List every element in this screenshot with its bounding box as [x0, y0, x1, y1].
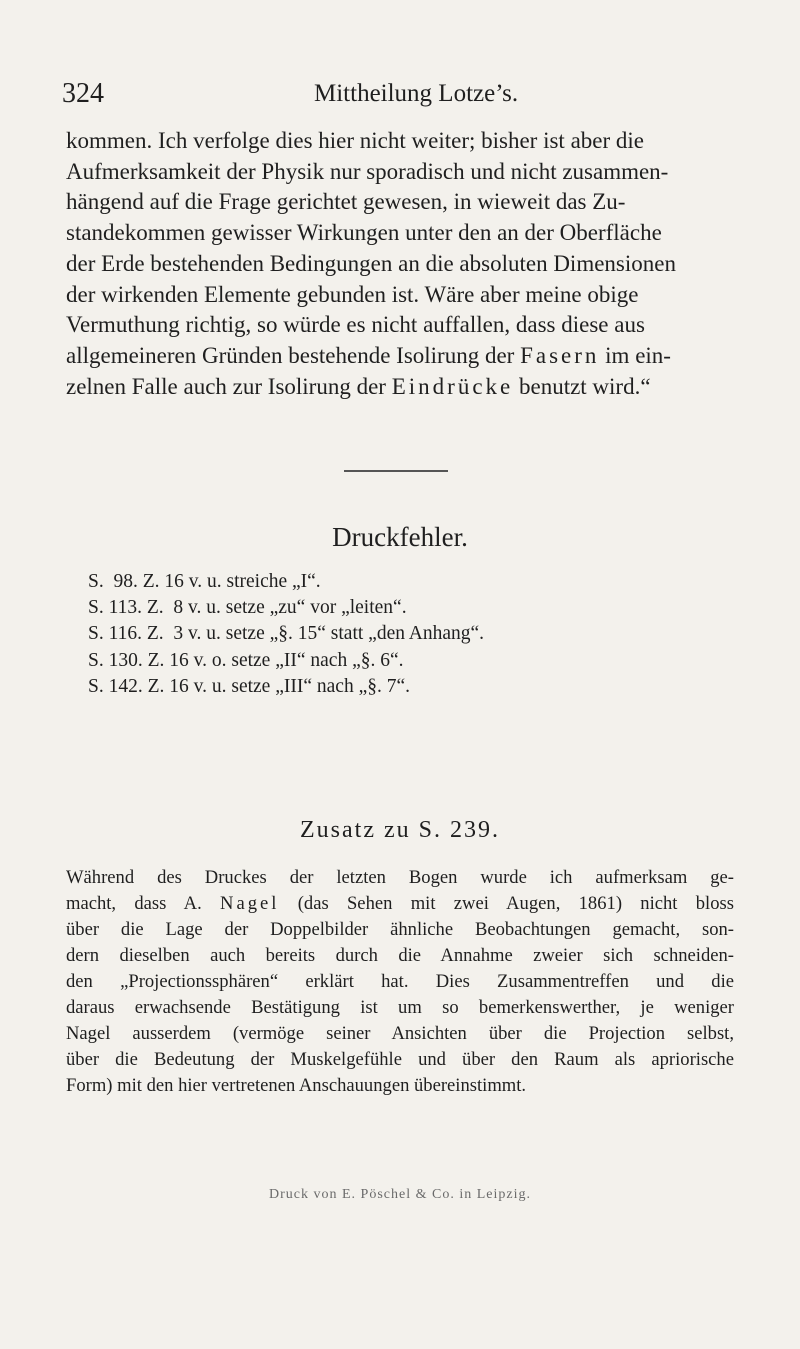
text-line: den „Projectionssphären“ erklärt hat. Dies Zusammentreffen und die [66, 971, 734, 992]
emphasis-nagel: Nagel [220, 893, 280, 914]
text-line: standekommen gewisser Wirkungen unter den an der Oberfläche [66, 220, 662, 246]
errata-item: S. 142. Z. 16 v. u. setze „III“ nach „§. 7“. [88, 675, 410, 697]
text-line: der wirkenden Elemente gebunden ist. Wäre aber meine obige [66, 281, 639, 307]
text-run: im ein- [599, 342, 671, 368]
text-line: dern dieselben auch bereits durch die Annahme zweier sich schneiden- [66, 945, 734, 966]
text-line: über die Lage der Doppelbilder ähnliche Beobachtungen gemacht, son- [66, 919, 734, 940]
text-line: über die Bedeutung der Muskelgefühle und über den Raum als apriorische [66, 1049, 734, 1070]
errata-item: S. 116. Z. 3 v. u. setze „§. 15“ statt „den Anhang“. [88, 623, 485, 645]
text-line [66, 891, 734, 917]
errata-item: S. 113. Z. 8 v. u. setze „zu“ vor „leiten“. [88, 597, 407, 619]
errata-list [88, 569, 484, 700]
addendum-paragraph [66, 865, 734, 1099]
text-line [66, 341, 738, 372]
text-line: Während des Druckes der letzten Bogen wurde ich aufmerksam ge- [66, 867, 734, 888]
text-run: macht, dass A. [66, 893, 221, 914]
emphasis-fasern: Fasern [520, 342, 600, 368]
text-line: Aufmerksamkeit der Physik nur sporadisch und nicht zusammen- [66, 158, 669, 184]
section-divider [344, 470, 448, 472]
page-header [62, 78, 742, 114]
page-number: 324 [62, 78, 104, 109]
text-run: benutzt wird.“ [513, 373, 651, 399]
addendum-heading: Zusatz zu S. 239. [300, 817, 500, 843]
errata-item: S. 130. Z. 16 v. o. setze „II“ nach „§. 6“. [88, 649, 404, 671]
text-line: hängend auf die Frage gerichtet gewesen, in wieweit das Zu- [66, 189, 626, 215]
errata-item: S. 98. Z. 16 v. u. streiche „I“. [88, 571, 321, 592]
running-head: Mittheilung Lotze’s. [314, 80, 519, 107]
main-paragraph [66, 126, 738, 402]
text-line: daraus erwachsende Bestätigung ist um so bemerkenswerther, je weniger [66, 997, 734, 1018]
text-line [66, 372, 738, 403]
text-run: (das Sehen mit zwei Augen, 1861) nicht bloss [279, 893, 734, 914]
text-run: zelnen Falle auch zur Isolirung der [66, 373, 392, 399]
text-line: der Erde bestehenden Bedingungen an die absoluten Dimensionen [66, 250, 676, 276]
text-run: allgemeineren Gründen bestehende Isolirung der [66, 342, 521, 368]
text-line: Nagel ausserdem (vermöge seiner Ansichten über die Projection selbst, [66, 1023, 734, 1044]
text-line: kommen. Ich verfolge dies hier nicht weiter; bisher ist aber die [66, 128, 644, 153]
errata-heading: Druckfehler. [332, 522, 468, 552]
emphasis-eindruecke: Eindrücke [391, 373, 514, 399]
printer-imprint: Druck von E. Pöschel & Co. in Leipzig. [269, 1187, 531, 1202]
text-line: Vermuthung richtig, so würde es nicht auffallen, dass diese aus [66, 312, 645, 338]
text-line: Form) mit den hier vertretenen Anschauungen übereinstimmt. [66, 1075, 527, 1096]
